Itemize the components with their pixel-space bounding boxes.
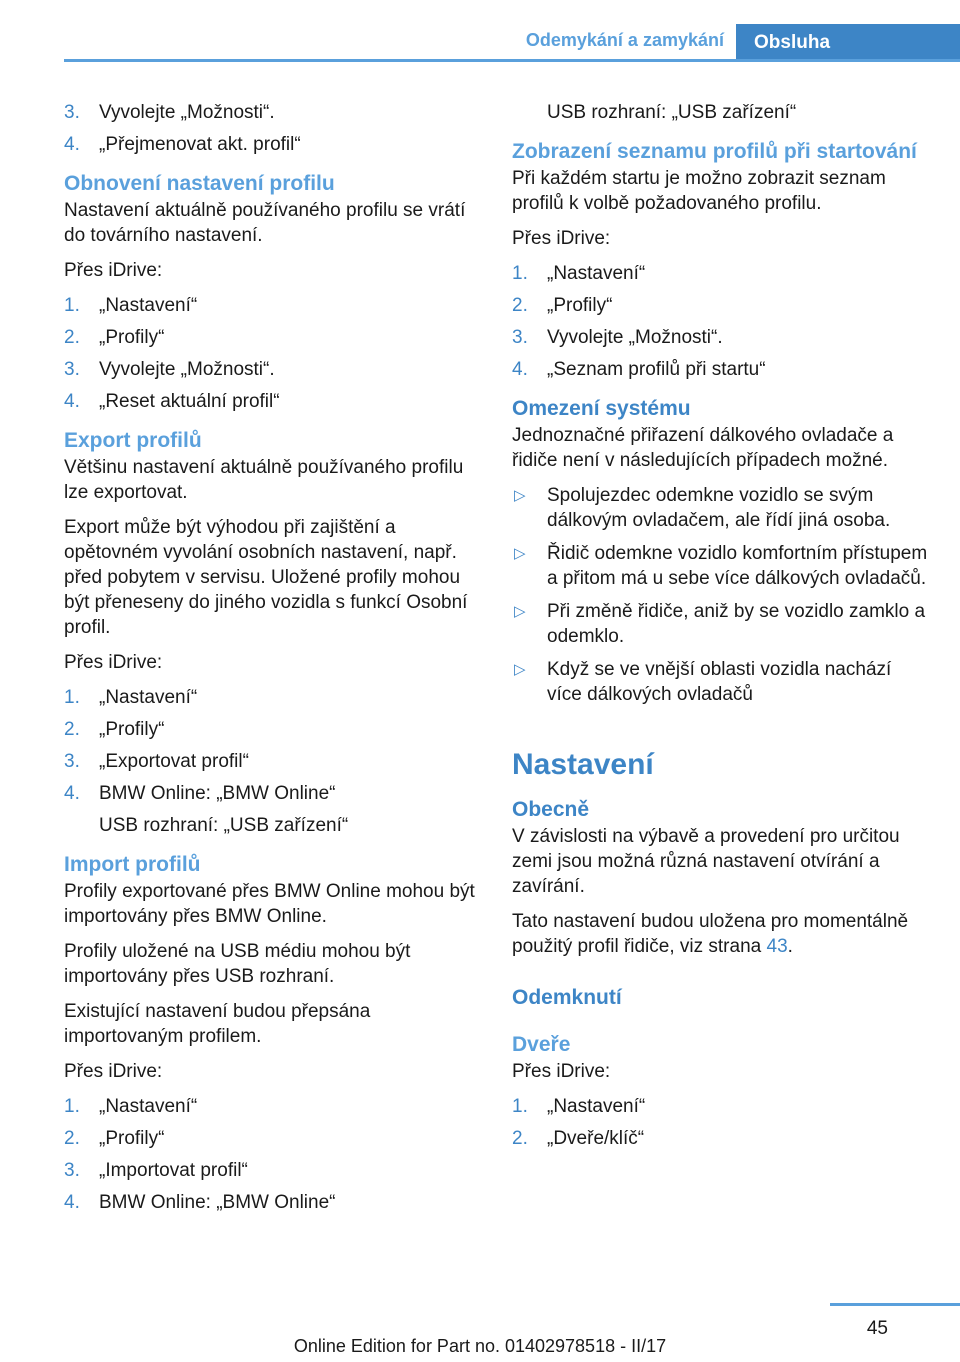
list-item: ▷ Spolujezdec odemkne vozidlo se svým dálkovým ovladačem, ale řídí jiná osoba.: [514, 485, 891, 531]
heading-nastaveni: Nastavení: [512, 748, 654, 781]
list-item: 2. „Dveře/klíč“: [512, 1128, 645, 1149]
paragraph: Přes iDrive:: [64, 1061, 163, 1082]
heading-dvere: Dveře: [512, 1033, 571, 1056]
paragraph: Většinu nastavení aktuálně používaného profilu lze exportovat.: [64, 457, 464, 503]
list-item: 1. „Nastavení“: [64, 687, 198, 708]
paragraph: Přes iDrive:: [64, 652, 163, 673]
list-item: 4. BMW Online: „BMW Online“: [64, 783, 336, 804]
list-continuation: USB rozhraní: „USB zařízení“: [99, 815, 349, 836]
list-item: 1. „Nastavení“: [512, 1096, 646, 1117]
heading-export: Export profilů: [64, 429, 202, 452]
heading-obnoveni: Obnovení nastavení profilu: [64, 172, 335, 195]
steps-list-a: [64, 100, 482, 157]
steps-list-e: [512, 261, 930, 382]
paragraph: Jednoznačné přiřazení dálkového ovladače a řidiče není v následujících případech možné.: [512, 425, 894, 471]
paragraph: Přes iDrive:: [64, 260, 163, 281]
triangle-bullet-icon: ▷: [514, 661, 526, 678]
paragraph: Tato nastavení budou uložena pro momentálně použitý profil řidiče, viz strana 43.: [512, 911, 909, 957]
steps-list-c: [64, 685, 482, 806]
bullet-list: [512, 483, 930, 707]
left-column: [64, 100, 482, 1222]
list-item: 4. „Přejmenovat akt. profil“: [64, 134, 301, 155]
list-item: 4. „Reset aktuální profil“: [64, 391, 280, 412]
heading-import: Import profilů: [64, 853, 201, 876]
right-column: [512, 100, 930, 1158]
list-continuation: USB rozhraní: „USB zařízení“: [547, 102, 797, 123]
footer-rule: [830, 1303, 960, 1306]
triangle-bullet-icon: ▷: [514, 603, 526, 620]
list-item: 4. BMW Online: „BMW Online“: [64, 1192, 336, 1213]
list-item: 1. „Nastavení“: [64, 1096, 198, 1117]
paragraph: Nastavení aktuálně používaného profilu se vrátí do továrního nastavení.: [64, 200, 466, 246]
heading-odemknuti: Odemknutí: [512, 986, 622, 1009]
list-item: 2. „Profily“: [64, 1128, 165, 1149]
list-item: 3. Vyvolejte „Možnosti“.: [64, 359, 275, 380]
list-item: 2. „Profily“: [64, 719, 165, 740]
paragraph: Export může být výhodou při zajištění a opětovném vyvolání osobních nastavení, např. před pobytem v servisu. Uložené profily mohou být přeneseny do jiného vozidla s funkcí Osobní profil.: [64, 517, 468, 638]
list-item: 3. „Exportovat profil“: [64, 751, 249, 772]
page-number: 45: [866, 1318, 888, 1339]
heading-omezeni: Omezení systému: [512, 397, 691, 420]
paragraph: Existující nastavení budou přepsána importovaným profilem.: [64, 1001, 371, 1047]
steps-list-d: [64, 1094, 482, 1215]
list-item: ▷ Při změně řidiče, aniž by se vozidlo zamklo a odemklo.: [514, 601, 926, 647]
list-item: ▷ Řidič odemkne vozidlo komfortním přístupem a přitom má u sebe více dálkových ovladačů.: [514, 543, 928, 589]
list-item: 1. „Nastavení“: [512, 263, 646, 284]
triangle-bullet-icon: ▷: [514, 487, 526, 504]
heading-obecne: Obecně: [512, 798, 590, 821]
steps-list-b: [64, 293, 482, 414]
paragraph: Profily exportované přes BMW Online mohou být importovány přes BMW Online.: [64, 881, 475, 927]
list-item: 2. „Profily“: [64, 327, 165, 348]
header-chapter-tab: Obsluha: [736, 24, 960, 62]
header-rule: [64, 59, 960, 62]
steps-list-f: [512, 1094, 930, 1151]
list-item: 3. „Importovat profil“: [64, 1160, 248, 1181]
paragraph: Přes iDrive:: [512, 228, 611, 249]
page-reference-link[interactable]: 43: [766, 936, 788, 957]
paragraph: Profily uložené na USB médiu mohou být importovány přes USB rozhraní.: [64, 941, 411, 987]
paragraph: V závislosti na výbavě a provedení pro určitou zemi jsou možná různá nastavení otvírání a zavírání.: [512, 826, 900, 897]
list-item: 2. „Profily“: [512, 295, 613, 316]
list-item: 4. „Seznam profilů při startu“: [512, 359, 766, 380]
footer-edition: Online Edition for Part no. 01402978518 - II/17: [293, 1336, 667, 1356]
list-item: 3. Vyvolejte „Možnosti“.: [512, 327, 723, 348]
header-section-title: Odemykání a zamykání: [525, 30, 724, 50]
page-header: [64, 24, 960, 62]
list-item: 3. Vyvolejte „Možnosti“.: [64, 102, 275, 123]
triangle-bullet-icon: ▷: [514, 545, 526, 562]
paragraph: Přes iDrive:: [512, 1061, 611, 1082]
list-item: 1. „Nastavení“: [64, 295, 198, 316]
paragraph: Při každém startu je možno zobrazit seznam profilů k volbě požadovaného profilu.: [512, 168, 886, 214]
list-item: ▷ Když se ve vnější oblasti vozidla nachází více dálkových ovladačů: [514, 659, 892, 705]
heading-zobrazeni: Zobrazení seznamu profilů při startování: [512, 140, 917, 163]
